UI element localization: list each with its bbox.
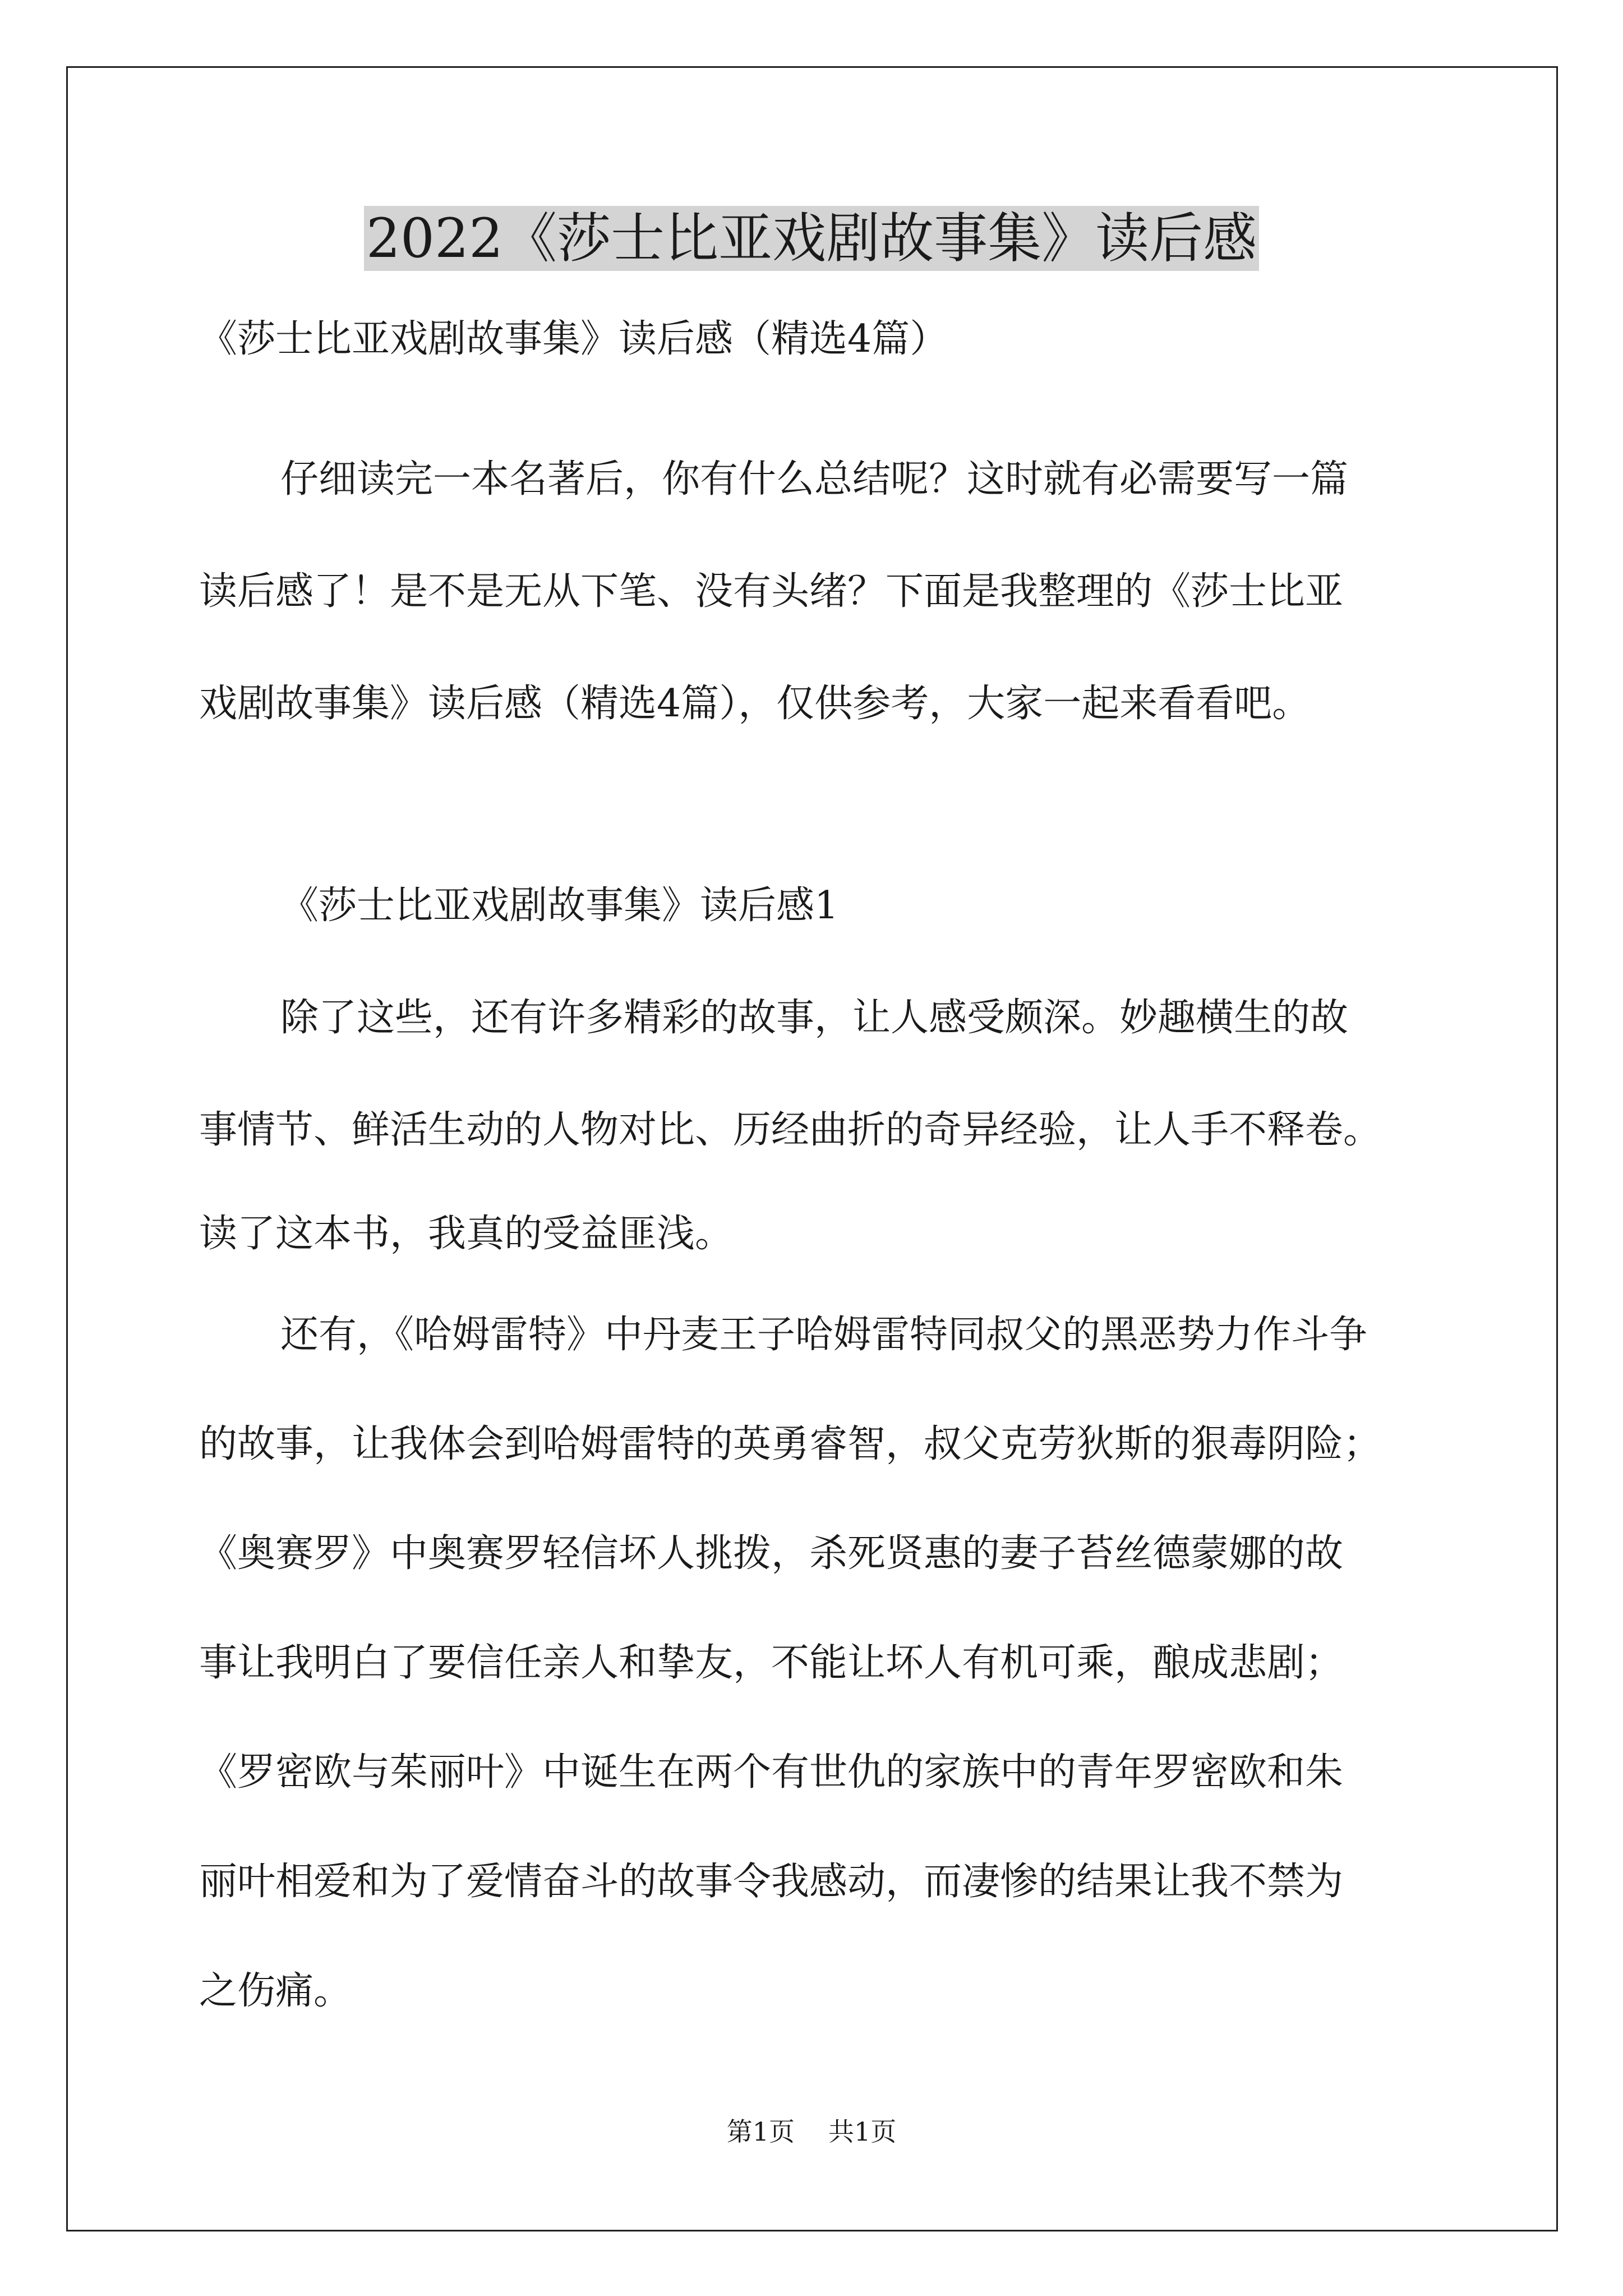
page-footer — [0, 2112, 1623, 2151]
paragraph-line: 事让我明白了要信任亲人和挚友，不能让坏人有机可乘，酿成悲剧； — [199, 1641, 1344, 1685]
paragraph-line: 还有，《哈姆雷特》中丹麦王子哈姆雷特同叔父的黑恶势力作斗争 — [280, 1313, 1368, 1357]
document-title — [0, 199, 1623, 278]
paragraph-line: 丽叶相爱和为了爱情奋斗的故事令我感动，而凄惨的结果让我不禁为 — [199, 1860, 1344, 1904]
paragraph-line: 除了这些，还有许多精彩的故事，让人感受颇深。妙趣横生的故 — [280, 996, 1349, 1040]
page-number: 第1页 — [726, 2116, 795, 2147]
document-title-text: 2022《莎士比亚戏剧故事集》读后感 — [364, 206, 1259, 271]
paragraph-line: 读了这本书，我真的受益匪浅。 — [199, 1212, 734, 1256]
intro-line: 读后感了！是不是无从下笔、没有头绪？下面是我整理的《莎士比亚 — [199, 569, 1344, 614]
page-total: 共1页 — [828, 2116, 897, 2147]
paragraph-line: 事情节、鲜活生动的人物对比、历经曲折的奇异经验，让人手不释卷。 — [199, 1108, 1382, 1152]
intro-line: 仔细读完一本名著后，你有什么总结呢？这时就有必需要写一篇 — [280, 457, 1349, 501]
paragraph-line: 《奥赛罗》中奥赛罗轻信坏人挑拨，杀死贤惠的妻子苔丝德蒙娜的故 — [199, 1531, 1344, 1576]
paragraph-line: 《罗密欧与茱丽叶》中诞生在两个有世仇的家族中的青年罗密欧和朱 — [199, 1750, 1344, 1795]
section-heading: 《莎士比亚戏剧故事集》读后感1 — [280, 884, 839, 928]
intro-line: 戏剧故事集》读后感（精选4篇），仅供参考，大家一起来看看吧。 — [199, 682, 1311, 726]
paragraph-line: 的故事，让我体会到哈姆雷特的英勇睿智，叔父克劳狄斯的狠毒阴险； — [199, 1422, 1382, 1466]
paragraph-line: 之伤痛。 — [199, 1969, 352, 2013]
document-subtitle: 《莎士比亚戏剧故事集》读后感（精选4篇） — [199, 317, 948, 361]
